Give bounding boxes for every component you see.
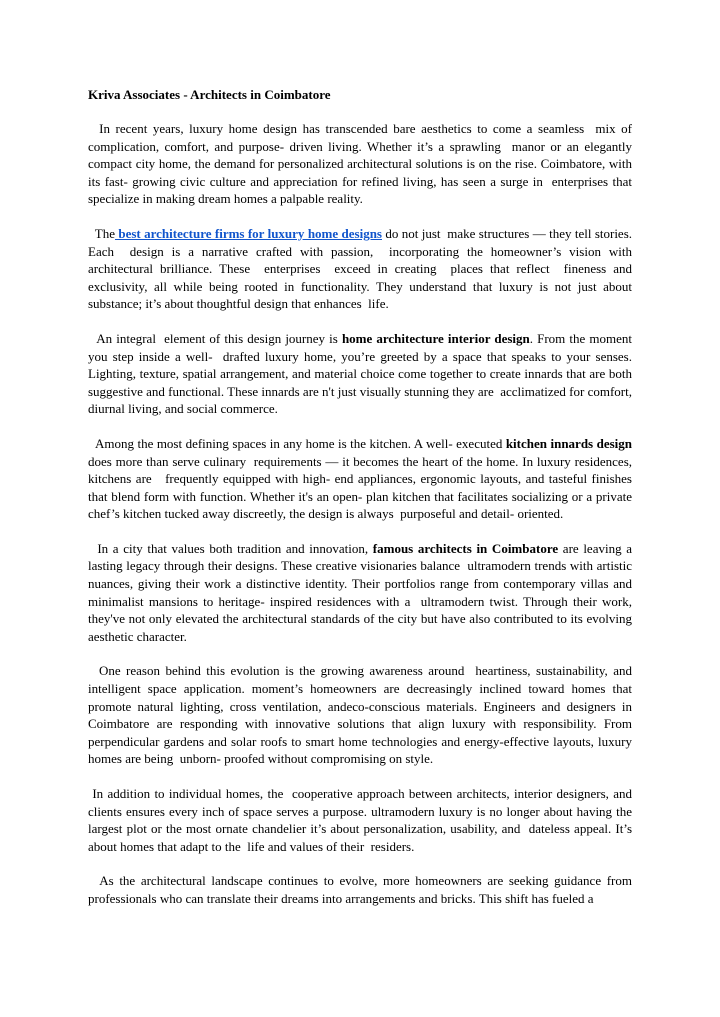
- body-paragraph: [88, 872, 636, 907]
- text-run: do not just make structures — they tell stories. Each design is a narrative crafted with passion, incorporating the homeowner’s vision with architectural brilliance. These enterprises exceed in creating places that reflect fineness and exclusivity, all while being rooted in functionality. They understand that luxury is not just about substance; it’s about thoughtful design that enhances life.: [88, 225, 636, 312]
- body-paragraph: [88, 120, 636, 208]
- document-title: Kriva Associates - Architects in Coimbatore: [88, 87, 331, 102]
- body-paragraph: [88, 330, 639, 418]
- inline-link[interactable]: best architecture firms for luxury home designs: [114, 225, 382, 241]
- text-run: One reason behind this evolution is the growing awareness around heartiness, sustainability, and intelligent space application. moment’s homeowners are decreasingly inclined toward homes that promote natural lighting, cross ventilation, andeco-conscious materials. Engineers and designers in Coimbatore are responding with innovative solutions that align luxury with responsibility. From perpendicular gardens and solar roofs to smart home technologies and energy-effective layouts, luxury homes are being unborn- proofed without compromising on style.: [88, 663, 636, 767]
- body-paragraph: [88, 540, 636, 646]
- text-run: . From the moment you step inside a well- drafted luxury home, you’re greeted by a space that speaks to your senses. Lighting, texture, spatial arrangement, and material choice come together to create innards that are both suggestive and functional. These innards are n't just visually stunning they are acclimatized for comfort, diurnal living, and social commerce.: [88, 330, 639, 417]
- body-paragraph: [88, 662, 636, 768]
- text-run: In a city that values both tradition and innovation,: [88, 540, 373, 556]
- bold-phrase: kitchen innards design: [505, 435, 632, 451]
- bold-phrase: famous architects in Coimbatore: [372, 540, 559, 556]
- bold-phrase: home architecture interior design: [341, 330, 530, 346]
- text-run: Among the most defining spaces in any home is the kitchen. A well- executed: [88, 435, 506, 451]
- text-run: In addition to individual homes, the cooperative approach between architects, interior designers, and clients ensures every inch of space serves a purpose. ultramodern luxury is no longer about having the largest plot or the most ornate chandelier it’s about personalization, usability, and dateless appeal. It’s about homes that adapt to the life and values of their residers.: [88, 786, 636, 854]
- body-paragraph: [88, 785, 636, 855]
- document-body: [88, 120, 639, 908]
- text-run: are leaving a lasting legacy through their designs. These creative visionaries balance ultramodern trends with artistic nuances, giving their work a distinctive identity. Their portfolios range from contemporary villas and minimalist mansions to heritage- inspired residences with a ultramodern twist. Through their work, they've not only elevated the architectural standards of the city but have also contributed to its evolving aesthetic character.: [88, 540, 636, 644]
- text-run: The: [88, 225, 115, 241]
- body-paragraph: [88, 225, 636, 313]
- text-run: does more than serve culinary requirements — it becomes the heart of the home. In luxury residences, kitchens are frequently equipped with high- end appliances, ergonomic layouts, and tasteful finishes that blend form with function. Whether it's an open- plan kitchen that facilitates socializing or a private chef’s kitchen tucked away discreetly, the design is always purposeful and detail- oriented.: [88, 435, 636, 522]
- text-run: In recent years, luxury home design has transcended bare aesthetics to come a seamless mix of complication, comfort, and purpose- driven living. Whether it’s a sprawling manor or an elegantly compact city home, the demand for personalized architectural solutions is on the rise. Coimbatore, with its fast- growing civic culture and appreciation for refined living, has seen a surge in enterprises that specialize in making dream homes a palpable reality.: [88, 121, 636, 207]
- text-run: An integral element of this design journey is: [88, 330, 342, 346]
- body-paragraph: [88, 435, 636, 523]
- text-run: As the architectural landscape continues to evolve, more homeowners are seeking guidance from professionals who can translate their dreams into arrangements and bricks. This shift has fueled a: [88, 873, 636, 906]
